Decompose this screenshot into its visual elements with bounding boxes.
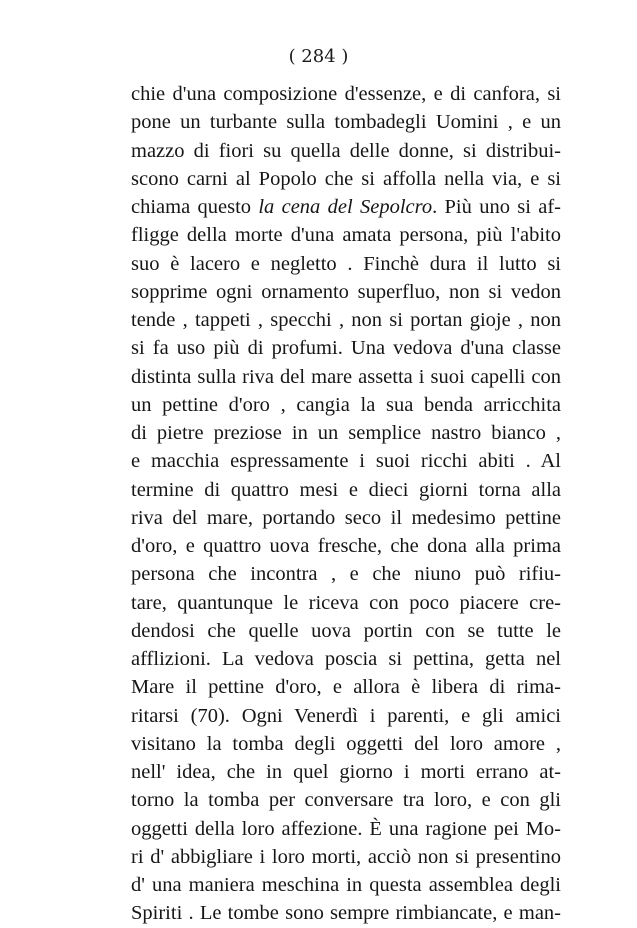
- text-line-19: tare, quantunque le riceva con poco piacere cre-: [131, 591, 561, 614]
- text-line-3: mazzo di fiori su quella delle donne, si distribui-: [131, 139, 561, 162]
- text-line-7: suo è lacero e negletto . Finchè dura il lutto si: [131, 252, 561, 275]
- text-line-6: fligge della morte d'una amata persona, più l'abito: [131, 224, 561, 247]
- text-line-17: d'oro, e quattro uova fresche, che dona alla prima: [131, 535, 561, 557]
- text-line-1: chie d'una composizione d'essenze, e di canfora, si: [131, 83, 561, 105]
- text-line-20: dendosi che quelle uova portin con se tutte le: [131, 619, 561, 642]
- text-line-5-start: chiama questo: [131, 196, 259, 218]
- text-line-14: e macchia espressamente i suoi ricchi abiti . Al: [131, 450, 561, 473]
- text-line-23: ritarsi (70). Ogni Venerdì i parenti, e gli amici: [131, 704, 561, 727]
- text-line-26: torno la tomba per conversare tra loro, e con gli: [131, 789, 561, 812]
- text-line-5: [131, 193, 561, 221]
- text-line-5-end: . Più uno si af-: [432, 196, 561, 218]
- text-line-2: pone un turbante sulla tombadegli Uomini , e un: [131, 111, 561, 134]
- text-line-27: oggetti della loro affezione. È una ragione pei Mo-: [131, 817, 561, 840]
- text-line-18: persona che incontra , e che niuno può rifiu-: [131, 563, 561, 586]
- text-line-25: nell' idea, che in quel giorno i morti errano at-: [131, 761, 561, 783]
- text-line-29: d' una maniera meschina in questa assemblea degli: [131, 874, 561, 896]
- text-line-24: visitano la tomba degli oggetti del loro amore ,: [131, 732, 561, 755]
- text-line-30: Spiriti . Le tombe sono sempre rimbiancate, e man-: [131, 902, 561, 925]
- text-line-15: termine di quattro mesi e dieci giorni torna alla: [131, 478, 561, 501]
- body-text: [131, 80, 561, 928]
- text-line-8: sopprime ogni ornamento superfluo, non si vedon: [131, 280, 561, 303]
- text-line-10: si fa uso più di profumi. Una vedova d'una classe: [131, 337, 561, 360]
- text-line-16: riva del mare, portando seco il medesimo pettine: [131, 506, 561, 529]
- text-line-28: ri d' abbigliare i loro morti, acciò non si presentino: [131, 845, 561, 868]
- page-number: ( 284 ): [288, 46, 349, 67]
- text-line-22: Mare il pettine d'oro, e allora è libera di rima-: [131, 676, 561, 699]
- text-line-13: di pietre preziose in un semplice nastro bianco ,: [131, 422, 561, 444]
- text-line-4: scono carni al Popolo che si affolla nella via, e si: [131, 167, 561, 190]
- text-line-9: tende , tappeti , specchi , non si portan gioje , non: [131, 309, 561, 331]
- text-line-12: un pettine d'oro , cangia la sua benda arricchita: [131, 393, 561, 416]
- italic-phrase: la cena del Sepolcro: [258, 196, 433, 218]
- text-line-21: afflizioni. La vedova poscia si pettina, getta nel: [131, 648, 561, 670]
- text-line-11: distinta sulla riva del mare assetta i suoi capelli con: [131, 365, 561, 388]
